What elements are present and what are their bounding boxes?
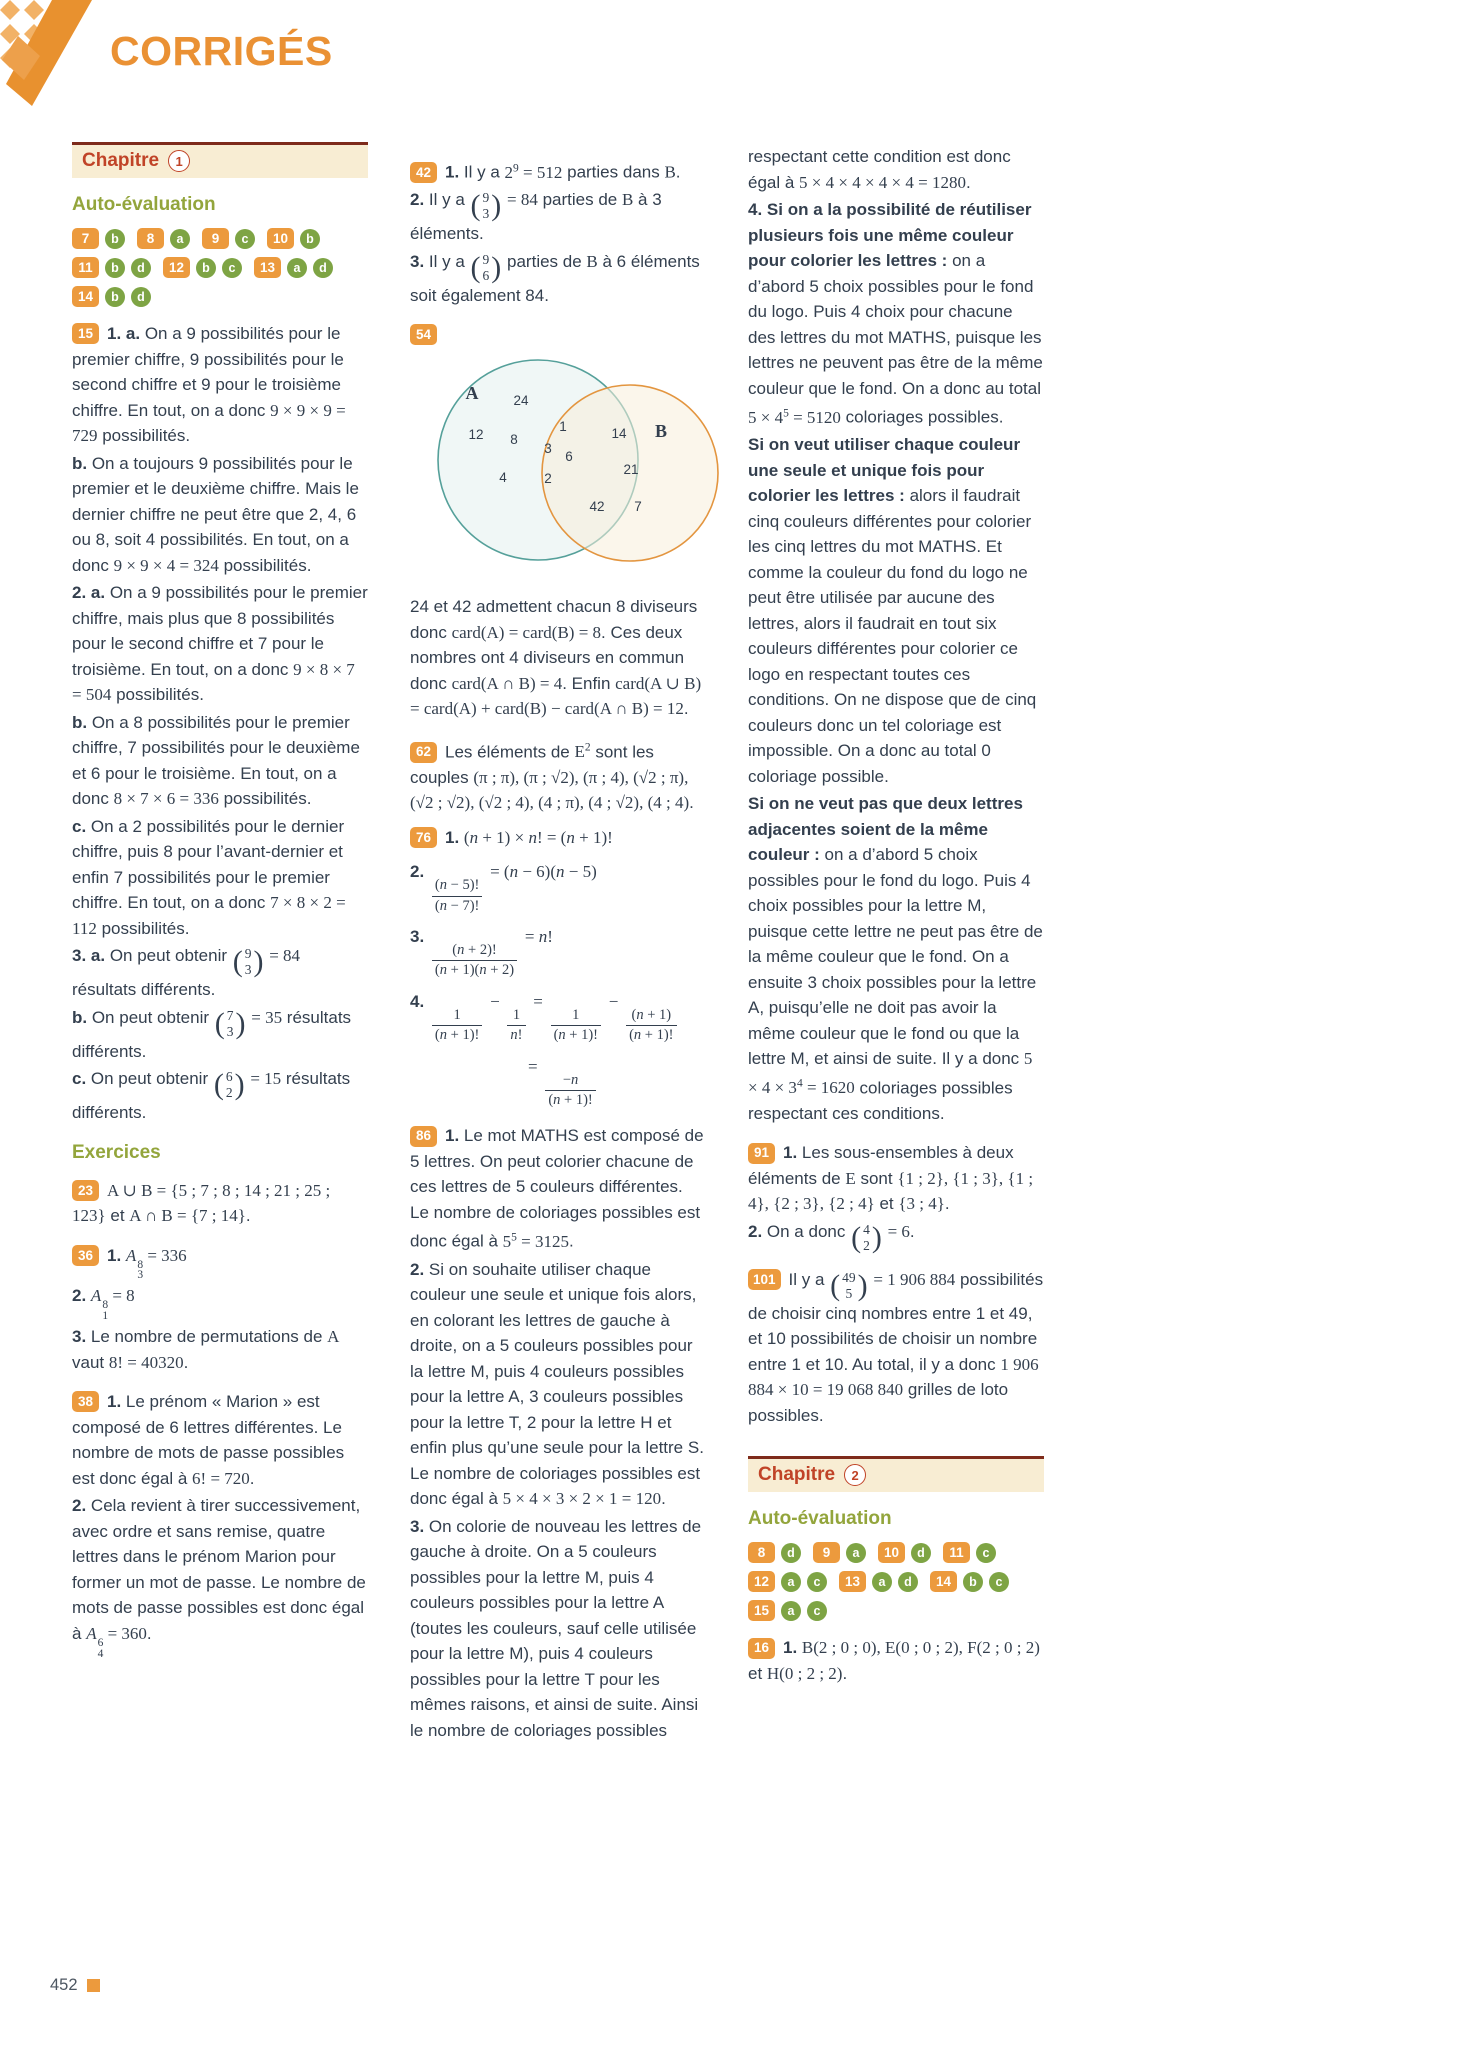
exercise-badge: 42 (410, 162, 437, 183)
paragraph-text: 3. Le nombre de permutations de A vaut 8! = 40320. (72, 1327, 340, 1372)
paragraph (410, 1514, 706, 1744)
paragraph-text: 4. $\frac{1}{(n + 1)!}$ − $\frac{1}{n!}$ = $\frac{1}{(n + 1)!}$ − $\frac{(n + 1)}{(n + 1)!}$ (410, 992, 680, 1011)
paragraph (410, 187, 706, 247)
answer-group (748, 1542, 801, 1563)
answer-letter-badge: c (989, 1572, 1009, 1592)
answer-letter-badge: b (300, 229, 320, 249)
answer-letter-badge: a (287, 258, 307, 278)
paragraph (72, 1066, 368, 1126)
exercise-76 (410, 825, 706, 851)
exercise-16 (748, 1635, 1044, 1686)
exercise-36 (72, 1243, 368, 1282)
paragraph-text: 2. Si on souhaite utiliser chaque couleur une seule et unique fois alors, en colorant les lettres de gauche à droite, on a 5 couleurs possibles pour la lettre M, puis 4 couleurs possibles pour la lettre A, 3 couleurs possibles pour la lettre T, 2 pour la lettre H et enfin plus qu’une seule pour la lettre S. Le nombre de coloriages possibles est donc égal à 5 × 4 × 3 × 2 × 1 = 120. (410, 1259, 704, 1509)
answer-letter-badge: c (976, 1543, 996, 1563)
exercise-badge: 14 (72, 286, 99, 307)
exercise-badge-line (410, 324, 706, 345)
answer-group (943, 1542, 996, 1563)
venn-value: 2 (544, 471, 552, 487)
answer-group (839, 1571, 918, 1592)
exercise-101 (748, 1267, 1044, 1429)
answer-letter-badge: d (131, 287, 151, 307)
exercise-badge: 10 (878, 1542, 905, 1563)
answer-row (72, 228, 368, 249)
exercise-badge: 9 (202, 228, 229, 249)
answer-letter-badge: d (898, 1572, 918, 1592)
exercise-badge: 14 (930, 1571, 957, 1592)
answer-row (748, 1571, 1044, 1592)
chapter-label: Chapitre (758, 1464, 836, 1486)
venn-value: 4 (499, 470, 507, 486)
venn-value: 8 (510, 432, 518, 448)
page-header (0, 0, 600, 112)
exercise-badge: 8 (137, 228, 164, 249)
paragraph-text: b. On a 8 possibilités pour le premier chiffre, 7 possibilités pour le deuxième et 6 pour le troisième. En tout, on a donc 8 × 7 × 6 = 336 possibilités. (72, 712, 360, 808)
paragraph-text: 1. (n + 1) × n! = (n + 1)! (445, 827, 613, 847)
paragraph-text: 1. Le prénom « Marion » est composé de 6 lettres différentes. Le nombre de mots de passe possibles est donc égal à 6! = 720. (72, 1392, 345, 1488)
paragraph-text: 1. a. On a 9 possibilités pour le premier chiffre, 9 possibilités pour le second chiffre et 9 pour le troisième chiffre. En tout, on a donc 9 × 9 × 9 = 729 possibilités. (72, 324, 346, 445)
answer-group (267, 228, 320, 249)
paragraph-text: 1. Il y a $2^9 = 512$ parties dans B. (445, 162, 681, 182)
answer-letter-badge: a (872, 1572, 892, 1592)
venn-value: 21 (623, 462, 639, 478)
paragraph-text: 3. a. On peut obtenir ( 9 3 ) = 84 résultats différents. (72, 946, 300, 999)
exercise-badge: 12 (163, 257, 190, 278)
paragraph (748, 432, 1044, 789)
paragraph-text: 2. A 8 1 = 8 (72, 1286, 135, 1323)
paragraph-text: 1. A 8 3 = 336 (107, 1245, 187, 1282)
exercise-23 (72, 1178, 368, 1229)
exercise-badge: 38 (72, 1391, 99, 1412)
venn-value: 7 (634, 499, 642, 515)
exercise-badge: 13 (254, 257, 281, 278)
exercise-badge: 86 (410, 1126, 437, 1147)
paragraph (748, 1219, 1044, 1253)
answer-group (72, 286, 151, 307)
paragraph (72, 1283, 368, 1322)
answer-row (748, 1542, 1044, 1563)
paragraph-text: Il y a ( 49 5 ) = 1 906 884 possibilités de choisir cinq nombres entre 1 et 49, et 10 possibilités de choisir un nombre entre 1 et 10. Au total, il y a donc 1 906 884 × 10 = 19 068 840 grilles de loto possibles. (748, 1270, 1043, 1425)
chapter-label: Chapitre (82, 150, 160, 171)
answer-row (72, 257, 368, 278)
paragraph-text: 3. Il y a ( 9 6 ) parties de B à 6 éléments soit également 84. (410, 252, 700, 305)
answer-letter-badge: a (781, 1601, 801, 1621)
answer-letter-badge: b (196, 258, 216, 278)
exercise-badge: 7 (72, 228, 99, 249)
exercise-62 (410, 736, 706, 816)
answer-letter-badge: b (105, 258, 125, 278)
paragraph (72, 1324, 368, 1375)
answer-group (878, 1542, 931, 1563)
column-2 (410, 142, 706, 1745)
paragraph-text: 2. On a donc ( 4 2 ) = 6. (748, 1222, 915, 1241)
paragraph-text: 1. Le mot MATHS est composé de 5 lettres. On peut colorier chacune de ces lettres de 5 couleurs différentes. Le nombre de coloriages possibles est donc égal à $5^5 = 3125$. (410, 1126, 704, 1252)
exercise-badge: 9 (813, 1542, 840, 1563)
paragraph (410, 924, 706, 980)
exercise-91 (748, 1140, 1044, 1217)
paragraph-text: 2. Il y a ( 9 3 ) = 84 parties de B à 3 éléments. (410, 190, 662, 243)
exercise-badge: 13 (839, 1571, 866, 1592)
paragraph-text: respectant cette condition est donc égal à 5 × 4 × 4 × 4 × 4 = 1280. (748, 147, 1011, 192)
answer-letter-badge: d (313, 258, 333, 278)
exercise-badge: 76 (410, 827, 437, 848)
paragraph-text: Les éléments de $E^2$ sont les couples (π ; π), (π ; √2), (π ; 4), (√2 ; π), (√2 ; √2), (√2 ; 4), (4 ; π), (4 ; √2), (4 ; 4). (410, 741, 694, 813)
venn-set-label: B (654, 421, 668, 442)
paragraph-text: c. On peut obtenir ( 6 2 ) = 15 résultats différents. (72, 1069, 350, 1122)
answer-group (72, 228, 125, 249)
paragraph (410, 594, 706, 722)
chapter-header (72, 142, 368, 178)
venn-set-label: A (465, 383, 479, 404)
chapter-header (748, 1456, 1044, 1492)
answer-row (72, 286, 368, 307)
autoeval-answers (748, 1542, 1044, 1621)
paragraph-text: 3. $\frac{(n + 2)!}{(n + 1)(n + 2)}$ = n! (410, 927, 553, 979)
answer-group (813, 1542, 866, 1563)
exercise-badge: 11 (72, 257, 99, 278)
answer-letter-badge: b (105, 229, 125, 249)
answer-letter-badge: b (105, 287, 125, 307)
brand-logo-icon (0, 0, 118, 106)
paragraph-text: = $\frac{-n}{(n + 1)!}$ (528, 1057, 599, 1076)
venn-diagram-block (410, 324, 706, 580)
venn-value: 12 (468, 427, 484, 443)
paragraph (748, 197, 1044, 430)
answer-letter-badge: a (846, 1543, 866, 1563)
paragraph-text: 3. On colorie de nouveau les lettres de gauche à droite. On a 5 couleurs possibles pour la lettre M, puis 4 couleurs possibles pour la lettre A (toutes les couleurs, sauf celle utilisée pour la lettre M), puis 4 couleurs possibles pour la lettre T pour les mêmes raisons, et ainsi de suite. Ainsi le nombre de coloriages possibles (410, 1516, 702, 1740)
exercise-badge: 91 (748, 1143, 775, 1164)
exercise-badge: 8 (748, 1542, 775, 1563)
paragraph-text: b. On a toujours 9 possibilités pour le premier et le deuxième chiffre. Mais le dernier chiffre ne peut être que 2, 4, 6 ou 8, soit 4 possibilités. En tout, on a donc 9 × 9 × 4 = 324 possibilités. (72, 453, 359, 575)
chapter-number: 2 (844, 1464, 866, 1486)
venn-value: 42 (589, 499, 605, 515)
paragraph (748, 791, 1044, 1126)
exercise-badge: 54 (410, 324, 437, 345)
exercise-badge: 36 (72, 1245, 99, 1266)
paragraph (72, 580, 368, 708)
answer-group (254, 257, 333, 278)
answer-group (748, 1571, 827, 1592)
paragraph (72, 943, 368, 1003)
paragraph (410, 249, 706, 309)
answer-letter-badge: a (781, 1572, 801, 1592)
exercise-badge: 16 (748, 1638, 775, 1659)
paragraph (72, 1493, 368, 1659)
answer-letter-badge: c (235, 229, 255, 249)
paragraph (410, 989, 706, 1045)
columns (72, 142, 1044, 1745)
paragraph-text: 2. Cela revient à tirer successivement, avec ordre et sans remise, quatre lettres dans le prénom Marion pour former un mot de passe. Le nombre de mots de passe possibles est donc égal à A 6 4 = 360. (72, 1496, 366, 1660)
answer-group (137, 228, 190, 249)
answer-letter-badge: c (807, 1572, 827, 1592)
answer-group (72, 257, 151, 278)
paragraph-text: A ∪ B = {5 ; 7 ; 8 ; 14 ; 21 ; 25 ; 123} et A ∩ B = {7 ; 14}. (72, 1180, 331, 1225)
page-title: CORRIGÉS (110, 28, 333, 74)
exercise-badge: 62 (410, 742, 437, 763)
exercise-badge: 23 (72, 1180, 99, 1201)
answer-letter-badge: b (963, 1572, 983, 1592)
paragraph-text: 24 et 42 admettent chacun 8 diviseurs donc card(A) = card(B) = 8. Ces deux nombres ont 4 diviseurs en commun donc card(A ∩ B) = 4. Enfin card(A ∪ B) = card(A) + card(B) − card(A ∩ B) = 12. (410, 597, 702, 719)
venn-diagram (410, 355, 720, 580)
paragraph-text: 1. Les sous-ensembles à deux éléments de E sont {1 ; 2}, {1 ; 3}, {1 ; 4}, {2 ; 3}, {2 ; 4} et {3 ; 4}. (748, 1143, 1034, 1214)
exercise-badge: 11 (943, 1542, 970, 1563)
column-3 (748, 142, 1044, 1688)
paragraph (748, 144, 1044, 195)
paragraph-text: 1. B(2 ; 0 ; 0), E(0 ; 0 ; 2), F(2 ; 0 ; 2) et H(0 ; 2 ; 2). (748, 1638, 1040, 1683)
paragraph (410, 1257, 706, 1512)
exercise-15 (72, 321, 368, 449)
venn-value: 6 (565, 449, 573, 465)
paragraph (72, 814, 368, 942)
section-heading: Auto-évaluation (748, 1508, 892, 1530)
paragraph-text: b. On peut obtenir ( 7 3 ) = 35 résultats différents. (72, 1008, 351, 1061)
paragraph-text: Si on ne veut pas que deux lettres adjacentes soient de la même couleur : on a d’abord 5 choix possibles pour le fond du logo. Puis 4 choix possibles pour la lettre M, puisque cette lettre ne peut pas être de la même couleur que le fond. On a ensuite 3 choix possibles pour la lettre A, puisqu’elle ne doit pas avoir la même couleur que le fond ou que la lettre M, et ainsi de suite. Il y a donc $5 \times 4 \times 3^4 = 1620$ coloriages possibles respectant ces conditions. (748, 794, 1043, 1123)
paragraph (72, 710, 368, 812)
exercise-86 (410, 1123, 706, 1254)
venn-value: 14 (611, 426, 627, 442)
paragraph-text: c. On a 2 possibilités pour le dernier chiffre, puis 8 pour l’avant-dernier et enfin 7 possibilités pour le premier chiffre. En tout, on a donc 7 × 8 × 2 = 112 possibilités. (72, 816, 346, 938)
paragraph-text: 2. a. On a 9 possibilités pour le premier chiffre, mais plus que 8 possibilités pour le second chiffre et 7 pour le troisième. En tout, on a donc 9 × 8 × 7 = 504 possibilités. (72, 583, 368, 704)
answer-letter-badge: c (222, 258, 242, 278)
exercise-badge: 12 (748, 1571, 775, 1592)
paragraph (528, 1054, 706, 1110)
exercise-38 (72, 1389, 368, 1491)
autoeval-answers (72, 228, 368, 307)
column-1 (72, 142, 368, 1662)
exercise-42 (410, 156, 706, 185)
paragraph (72, 451, 368, 579)
answer-group (202, 228, 255, 249)
answer-row (748, 1600, 1044, 1621)
answer-group (930, 1571, 1009, 1592)
answer-group (163, 257, 242, 278)
exercise-badge: 101 (748, 1269, 781, 1290)
paragraph-text: Si on veut utiliser chaque couleur une seule et unique fois pour colorier les lettres : alors il faudrait cinq couleurs différentes pour colorier les cinq lettres du mot MATHS. Et comme la couleur du fond du logo ne peut être utilisée par aucune des lettres, alors il faudrait en tout six couleurs différentes pour colorier ce logo en respectant toutes ces conditions. On ne dispose que de cinq couleurs donc un tel coloriage est impossible. On a donc au total 0 coloriage possible. (748, 435, 1037, 786)
answer-letter-badge: d (911, 1543, 931, 1563)
answer-letter-badge: d (781, 1543, 801, 1563)
answer-letter-badge: d (131, 258, 151, 278)
paragraph-text: 2. $\frac{(n - 5)!}{(n - 7)!}$ = (n − 6)(n − 5) (410, 862, 597, 914)
page-footer (50, 1976, 100, 1995)
venn-value: 1 (559, 419, 567, 435)
answer-letter-badge: a (170, 229, 190, 249)
exercise-badge: 10 (267, 228, 294, 249)
section-heading: Auto-évaluation (72, 194, 216, 215)
venn-value: 24 (513, 393, 529, 409)
paragraph-text: 4. Si on a la possibilité de réutiliser plusieurs fois une même couleur pour colorier les lettres : on a d’abord 5 choix possibles pour le fond du logo. Puis 4 choix pour chacune des lettres du mot MATHS, puisque les lettres ne peuvent pas être de la même couleur que le fond. On a donc au total $5 \times 4^5 = 5120$ coloriages possibles. (748, 200, 1043, 427)
answer-group (748, 1600, 827, 1621)
footer-square-icon (87, 1979, 100, 1992)
page-number: 452 (50, 1976, 78, 1994)
exercise-badge: 15 (748, 1600, 775, 1621)
exercise-badge: 15 (72, 323, 99, 344)
venn-value: 3 (544, 441, 552, 457)
paragraph (72, 1005, 368, 1065)
section-heading: Exercices (72, 1141, 161, 1163)
paragraph (410, 859, 706, 915)
chapter-number: 1 (168, 150, 190, 172)
answer-letter-badge: c (807, 1601, 827, 1621)
